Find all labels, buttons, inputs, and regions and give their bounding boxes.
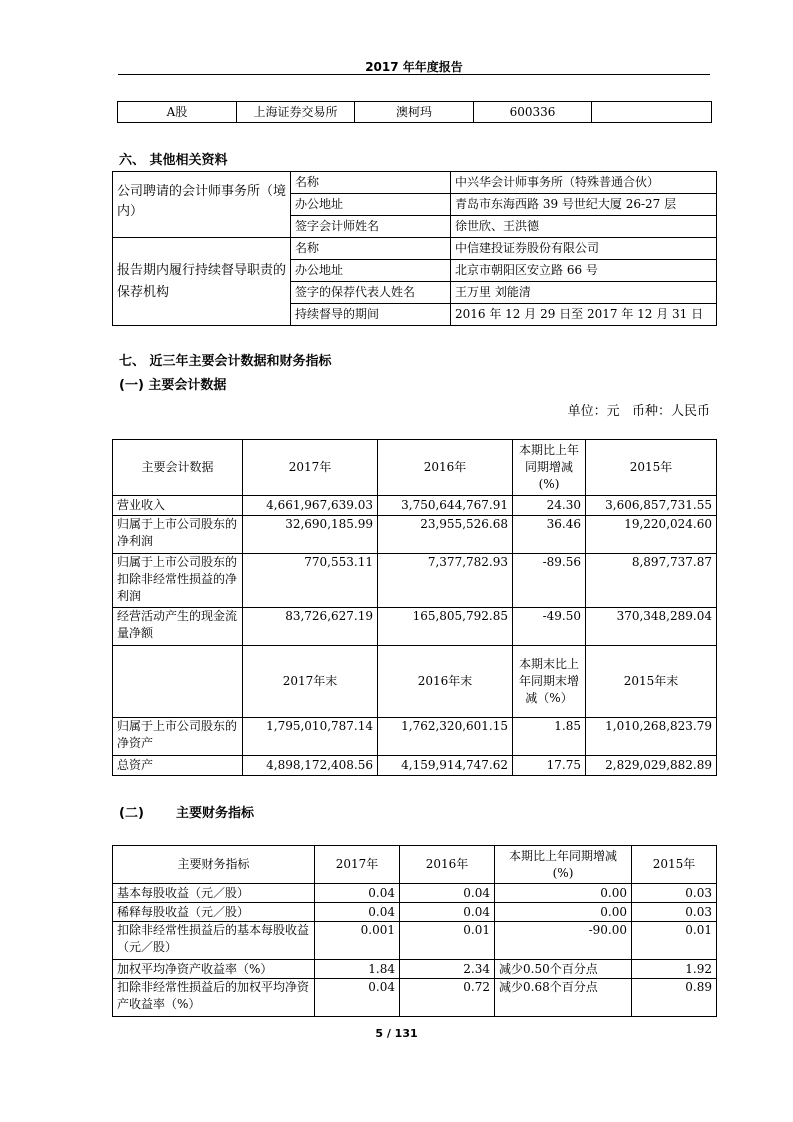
sponsor-key: 名称 bbox=[291, 238, 451, 260]
row-label: 扣除非经常性损益后的加权平均净资产收益率（%） bbox=[113, 979, 315, 1017]
cell-value: 4,159,914,747.62 bbox=[378, 756, 513, 776]
cell-value: 23,955,526.68 bbox=[378, 516, 513, 554]
row-label: 加权平均净资产收益率（%） bbox=[113, 960, 315, 979]
sponsor-value: 王万里 刘能清 bbox=[451, 282, 717, 304]
cell-value: 1,762,320,601.15 bbox=[378, 718, 513, 756]
col-header: 2017年末 bbox=[243, 646, 378, 718]
row-label: 归属于上市公司股东的净利润 bbox=[113, 516, 243, 554]
sponsor-value: 中信建投证券股份有限公司 bbox=[451, 238, 717, 260]
cell-value: 0.03 bbox=[632, 884, 717, 903]
section7-sub2-title: 主要财务指标 bbox=[176, 806, 255, 821]
cell-value: 减少0.50个百分点 bbox=[495, 960, 632, 979]
page-header: 2017 年年度报告 bbox=[365, 60, 463, 74]
cell-value: 24.30 bbox=[513, 496, 586, 516]
cell-value: 3,750,644,767.91 bbox=[378, 496, 513, 516]
cell-value: 4,661,967,639.03 bbox=[243, 496, 378, 516]
auditor-value: 中兴华会计师事务所（特殊普通合伙） bbox=[451, 172, 717, 194]
cell-value: 1.84 bbox=[315, 960, 400, 979]
auditor-key: 签字会计师姓名 bbox=[291, 216, 451, 238]
financial-indicators-table bbox=[112, 845, 717, 1017]
cell-value: 0.04 bbox=[400, 903, 495, 922]
cell-value: 0.01 bbox=[632, 922, 717, 960]
stock-exchange: 上海证券交易所 bbox=[237, 102, 355, 123]
auditor-key: 名称 bbox=[291, 172, 451, 194]
section6-title: 六、 其他相关资料 bbox=[119, 153, 228, 168]
sponsor-key: 持续督导的期间 bbox=[291, 304, 451, 326]
cell-value: 3,606,857,731.55 bbox=[586, 496, 717, 516]
row-label: 营业收入 bbox=[113, 496, 243, 516]
col-header: 2016年末 bbox=[378, 646, 513, 718]
auditor-value: 青岛市东海西路 39 号世纪大厦 26-27 层 bbox=[451, 194, 717, 216]
auditor-label: 公司聘请的会计师事务所（境内） bbox=[113, 172, 291, 238]
col-header: 2015年 bbox=[632, 846, 717, 884]
sponsor-value: 北京市朝阳区安立路 66 号 bbox=[451, 260, 717, 282]
cell-value: 1.85 bbox=[513, 718, 586, 756]
row-label: 扣除非经常性损益后的基本每股收益（元／股） bbox=[113, 922, 315, 960]
cell-value: 0.04 bbox=[400, 884, 495, 903]
cell-value: 7,377,782.93 bbox=[378, 554, 513, 608]
sponsor-key: 签字的保荐代表人姓名 bbox=[291, 282, 451, 304]
col-header: 2017年 bbox=[243, 440, 378, 496]
cell-value: 19,220,024.60 bbox=[586, 516, 717, 554]
unit-note: 单位：元 币种：人民币 bbox=[567, 404, 710, 419]
cell-value: 1,795,010,787.14 bbox=[243, 718, 378, 756]
cell-value: 2.34 bbox=[400, 960, 495, 979]
cell-value: 0.04 bbox=[315, 903, 400, 922]
row-label: 归属于上市公司股东的净资产 bbox=[113, 718, 243, 756]
col-header: 本期比上年同期增减(%) bbox=[495, 846, 632, 884]
cell-value: 0.04 bbox=[315, 884, 400, 903]
stock-info-table bbox=[117, 101, 712, 123]
cell-value: 0.72 bbox=[400, 979, 495, 1017]
auditor-value: 徐世欣、王洪德 bbox=[451, 216, 717, 238]
sponsor-label: 报告期内履行持续督导职责的保荐机构 bbox=[113, 238, 291, 326]
col-header: 本期比上年同期增减(%) bbox=[513, 440, 586, 496]
cell-value: 0.89 bbox=[632, 979, 717, 1017]
cell-value: 370,348,289.04 bbox=[586, 608, 717, 646]
cell-value: 1.92 bbox=[632, 960, 717, 979]
stock-former-name bbox=[592, 102, 712, 123]
cell-value: 0.01 bbox=[400, 922, 495, 960]
row-label: 经营活动产生的现金流量净额 bbox=[113, 608, 243, 646]
accounting-data-table bbox=[112, 439, 717, 776]
col-header bbox=[113, 646, 243, 718]
section7-sub1: (一) 主要会计数据 bbox=[119, 378, 227, 393]
cell-value: 0.00 bbox=[495, 884, 632, 903]
stock-type: A股 bbox=[118, 102, 237, 123]
cell-value: 4,898,172,408.56 bbox=[243, 756, 378, 776]
auditor-key: 办公地址 bbox=[291, 194, 451, 216]
col-header: 主要财务指标 bbox=[113, 846, 315, 884]
cell-value: 36.46 bbox=[513, 516, 586, 554]
col-header: 2015年 bbox=[586, 440, 717, 496]
sponsor-key: 办公地址 bbox=[291, 260, 451, 282]
other-info-table bbox=[112, 171, 717, 326]
cell-value: 0.001 bbox=[315, 922, 400, 960]
cell-value: -89.56 bbox=[513, 554, 586, 608]
col-header: 2016年 bbox=[378, 440, 513, 496]
cell-value: 8,897,737.87 bbox=[586, 554, 717, 608]
col-header: 2017年 bbox=[315, 846, 400, 884]
cell-value: -49.50 bbox=[513, 608, 586, 646]
row-label: 基本每股收益（元／股） bbox=[113, 884, 315, 903]
row-label: 总资产 bbox=[113, 756, 243, 776]
row-label: 稀释每股收益（元／股） bbox=[113, 903, 315, 922]
cell-value: 17.75 bbox=[513, 756, 586, 776]
cell-value: 减少0.68个百分点 bbox=[495, 979, 632, 1017]
cell-value: 0.03 bbox=[632, 903, 717, 922]
section7-title: 七、 近三年主要会计数据和财务指标 bbox=[119, 354, 332, 369]
col-header: 主要会计数据 bbox=[113, 440, 243, 496]
col-header: 本期末比上年同期末增减（%） bbox=[513, 646, 586, 718]
section7-sub2-num: (二) bbox=[119, 806, 144, 821]
page-number: 5 / 131 bbox=[375, 1027, 418, 1040]
cell-value: 770,553.11 bbox=[243, 554, 378, 608]
cell-value: 0.04 bbox=[315, 979, 400, 1017]
cell-value: 32,690,185.99 bbox=[243, 516, 378, 554]
header-rule bbox=[118, 74, 710, 75]
cell-value: 0.00 bbox=[495, 903, 632, 922]
col-header: 2015年末 bbox=[586, 646, 717, 718]
cell-value: 1,010,268,823.79 bbox=[586, 718, 717, 756]
cell-value: 2,829,029,882.89 bbox=[586, 756, 717, 776]
col-header: 2016年 bbox=[400, 846, 495, 884]
cell-value: 83,726,627.19 bbox=[243, 608, 378, 646]
stock-short-name: 澳柯玛 bbox=[355, 102, 474, 123]
cell-value: -90.00 bbox=[495, 922, 632, 960]
sponsor-value: 2016 年 12 月 29 日至 2017 年 12 月 31 日 bbox=[451, 304, 717, 326]
cell-value: 165,805,792.85 bbox=[378, 608, 513, 646]
stock-code: 600336 bbox=[474, 102, 592, 123]
row-label: 归属于上市公司股东的扣除非经常性损益的净利润 bbox=[113, 554, 243, 608]
